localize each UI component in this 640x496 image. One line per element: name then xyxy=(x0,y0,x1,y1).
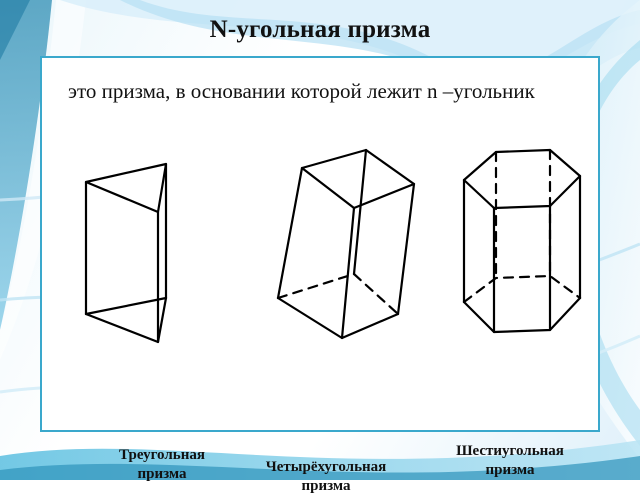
hexagonal-prism-figure xyxy=(434,132,604,352)
caption-hexagonal-prism xyxy=(434,442,586,480)
definition-text: это призма, в основании которой лежит n –угольник xyxy=(68,79,535,103)
figures-group xyxy=(42,146,598,494)
quadrangular-prism-figure xyxy=(242,138,442,358)
caption-line-2: призма xyxy=(485,462,535,478)
caption-line-1: Треугольная xyxy=(119,447,205,463)
caption-triangular-prism xyxy=(78,446,246,484)
caption-line-2: призма xyxy=(301,478,351,494)
content-card xyxy=(40,56,600,494)
caption-line-1: Шестиугольная xyxy=(456,443,564,459)
caption-quadrangular-prism xyxy=(228,458,424,496)
caption-line-1: Четырёхугольная xyxy=(265,459,387,475)
triangular-prism-figure xyxy=(70,146,250,346)
caption-line-2: призма xyxy=(137,466,187,482)
page-title: N-угольная призма xyxy=(209,16,431,43)
